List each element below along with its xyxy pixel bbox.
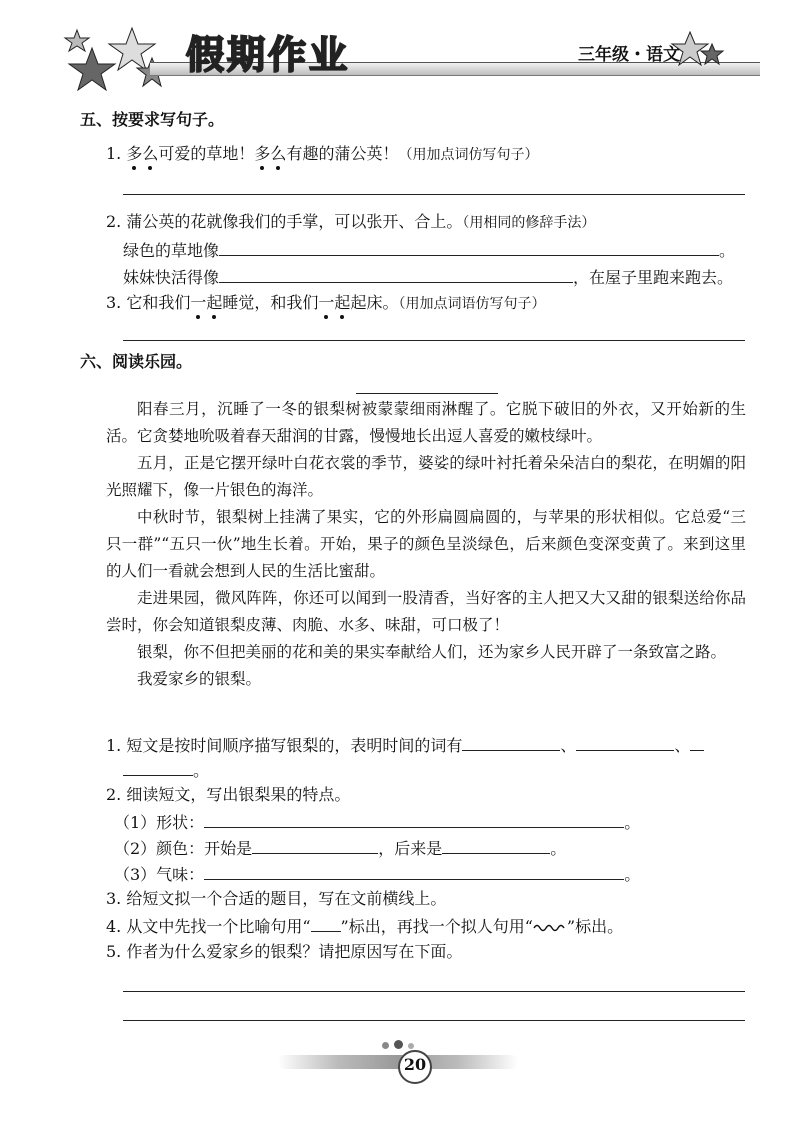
s6-paragraph-4: 走进果园，微风阵阵，你还可以闻到一股清香，当好客的主人把又大又甜的银梨送给你品尝时，你会知道银梨皮薄、肉脆、水多、味甜，可口极了！ [106,589,746,634]
s6-q2-smell [114,862,640,886]
header-stars-left-icon [62,18,182,98]
s5-q2-blank-1[interactable] [219,238,719,256]
s6-q1-end: 。 [193,760,210,780]
s6-question-2: 2. 细读短文，写出银梨果的特点。 [106,785,351,804]
footer-dots-icon [364,1040,434,1052]
s5-q3-answer-line[interactable] [123,340,745,341]
s6-q2-smell-label: （3）气味： [114,864,205,884]
s6-q1-blank-1[interactable] [462,733,560,751]
header [0,0,800,100]
s6-paragraph-6: 我爱家乡的银梨。 [137,670,262,688]
s5-q3-text-2: 睡觉，和我们 [222,293,319,312]
s6-question-4 [106,914,623,938]
s5-q1-number: 1. [106,144,122,163]
s5-q2-line2-suffix: ，在屋子里跑来跑去。 [573,267,734,287]
s6-q2-shape-blank[interactable] [204,810,624,828]
s6-q4-text-a: 4. 从文中先找一个比喻句用“ [106,916,311,936]
s5-question-2 [106,211,595,234]
page-number: 20 [403,1055,427,1074]
s6-q1-sep-2: 、 [674,735,691,755]
s5-q1-text-2: 有趣的蒲公英！ [286,144,399,163]
s6-q2-color-blank-2[interactable] [442,836,550,854]
s6-question-1 [106,733,704,757]
s5-q2-line2-prefix: 妹妹快活得像 [123,267,220,287]
s6-q4-text-c: ”标出。 [566,916,624,936]
s6-q5-answer-line-2[interactable] [123,1020,745,1021]
s6-paragraph-2: 五月，正是它摆开绿叶白花衣裳的季节，婆娑的绿叶衬托着朵朵洁白的梨花，在明媚的阳光照耀下，像一片银色的海洋。 [106,454,746,499]
s6-paragraph-5: 银梨，你不但把美丽的花和美的果实奉献给人们，还为家乡人民开辟了一条致富之路。 [137,643,727,661]
header-title: 假期作业 [186,33,351,77]
s6-q4-text-b: ”标出，再找一个拟人句用“ [340,916,533,936]
s6-q2-color [114,836,566,860]
s5-q3-dot-qi-1: 起 [206,293,223,312]
s5-q3-text-1: 3. 它和我们 [106,293,191,312]
s5-q3-note: （用加点词语仿写句子） [398,296,546,312]
s6-q1-blank-2[interactable] [576,733,674,751]
s5-q2-text: 2. 蒲公英的花就像我们的手掌，可以张开、合上。 [106,212,463,231]
s6-q2-shape-label: （1）形状： [114,812,205,832]
s5-q2-line1-prefix: 绿色的草地像 [123,240,220,260]
s6-question-5: 5. 作者为什么爱家乡的银梨？请把原因写在下面。 [106,942,463,961]
s5-q1-dot-me-1: 么 [142,144,159,163]
s6-q2-color-end: 。 [550,838,567,858]
s6-q2-color-label: （2）颜色：开始是 [114,838,253,858]
s6-paragraph-1: 阳春三月，沉睡了一冬的银梨树被蒙蒙细雨淋醒了。它脱下破旧的外衣，又开始新的生活。它贪婪地吮吸着春天甜润的甘露，慢慢地长出逗人喜爱的嫩枝绿叶。 [106,400,746,445]
s6-q2-smell-end: 。 [624,864,641,884]
s6-paragraph-3: 中秋时节，银梨树上挂满了果实，它的外形扁圆扁圆的，与苹果的形状相似。它总爱“三只一群”“五只一伙”地生长着。开始，果子的颜色呈淡绿色，后来颜色变深变黄了。来到这里的人们一看就会想到人民的生活比蜜甜。 [106,508,746,580]
s5-q3-text-3: 起床。 [350,293,399,312]
s5-q2-note: （用相同的修辞手法） [462,215,596,231]
s5-q1-text-1: 可爱的草地！ [158,144,255,163]
s5-question-1 [106,143,538,166]
s6-q5-answer-line-1[interactable] [123,991,745,992]
s6-question-3: 3. 给短文拟一个合适的题目，写在文前横线上。 [106,889,447,908]
s6-q4-wavy-underline-icon [533,922,567,934]
s5-q1-dot-duo-2: 多 [254,144,271,163]
s6-title-blank[interactable] [356,393,498,394]
s6-q1-blank-3b[interactable] [123,758,193,776]
s6-q4-straight-underline-icon [311,914,341,932]
s6-q1-sep-1: 、 [560,735,577,755]
s6-passage [106,396,746,693]
s6-q2-smell-blank[interactable] [204,862,624,880]
section6-heading: 六、阅读乐园。 [80,352,193,371]
s5-q3-dot-qi-2: 起 [334,293,351,312]
s6-q2-color-blank-1[interactable] [252,836,378,854]
s5-q1-note: （用加点词仿写句子） [398,147,539,163]
s6-q1-blank-3a[interactable] [690,733,704,751]
s5-q3-dot-yi-1: 一 [190,293,207,312]
header-stars-right-icon [668,28,728,70]
s6-q1-continued [123,758,209,782]
s5-q2-line1-suffix: 。 [719,240,736,260]
s5-q1-dot-me-2: 么 [270,144,287,163]
s5-q2-line1 [123,238,735,262]
section5-heading: 五、按要求写句子。 [80,110,225,129]
s5-q1-dot-duo-1: 多 [126,144,143,163]
s5-q2-blank-2[interactable] [219,265,573,283]
s5-q2-line2 [123,265,733,289]
s6-q2-shape-end: 。 [624,812,641,832]
s6-q1-text: 1. 短文是按时间顺序描写银梨的，表明时间的词有 [106,735,463,755]
s5-question-3 [106,292,545,315]
s6-q2-color-mid: ，后来是 [378,838,443,858]
s5-q1-answer-line[interactable] [123,194,745,195]
s6-q2-shape [114,810,640,834]
header-grade-subject: 三年级・语文 [578,45,680,65]
s5-q3-dot-yi-2: 一 [318,293,335,312]
